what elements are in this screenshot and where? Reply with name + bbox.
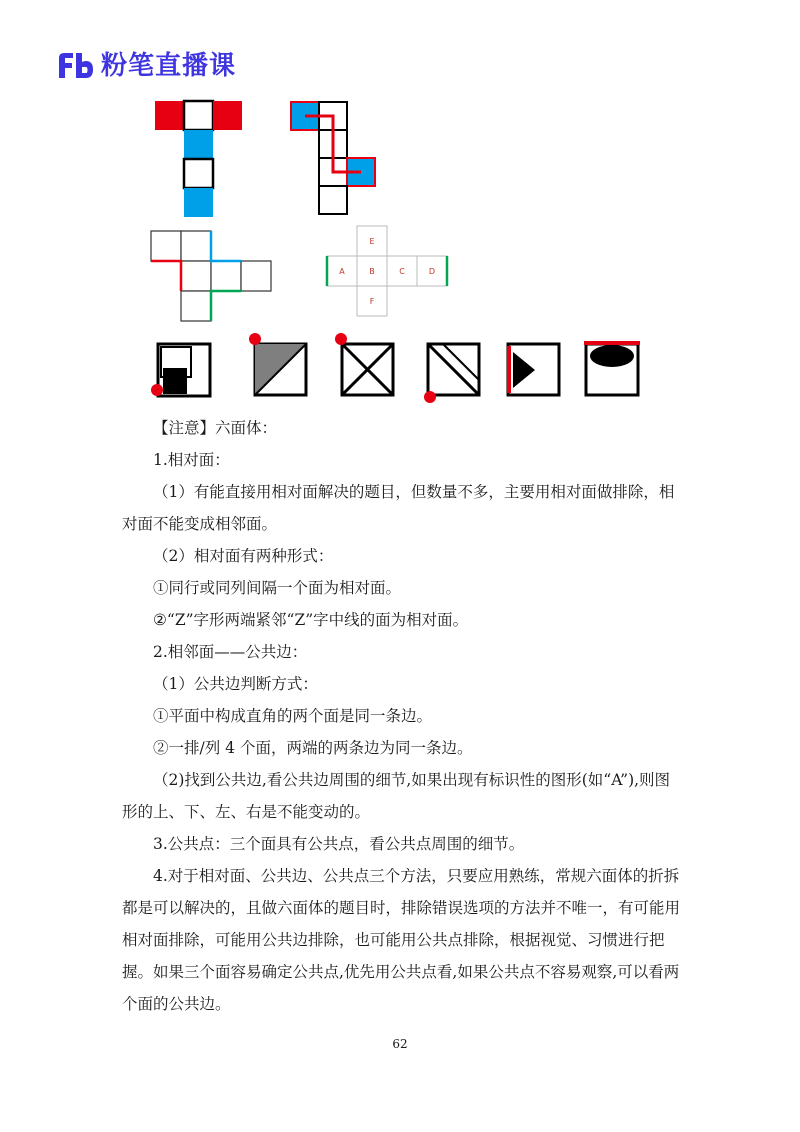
- opposite-point-1: （1）有能直接用相对面解决的题目，但数量不多，主要用相对面做排除，相对面不能变成相邻面。: [122, 483, 675, 533]
- net-label-f: F: [369, 297, 375, 306]
- adjacent-point-1: （1）公共边判断方式：: [153, 675, 318, 693]
- offset-net: [151, 231, 271, 321]
- cube-figures: [0, 0, 800, 410]
- face-example-3: [335, 333, 393, 395]
- face-example-4: [424, 344, 479, 403]
- section-adjacent-faces: 2.相邻面——公共边：: [153, 643, 308, 661]
- body-text: [122, 412, 682, 1020]
- note-heading: 【注意】六面体：: [153, 419, 278, 437]
- face-example-2: [249, 333, 306, 395]
- labeled-cross-net: [327, 226, 447, 316]
- opposite-form-2: ②“Z”字形两端紧邻“Z”字中线的面为相对面。: [153, 611, 469, 629]
- page-number: 62: [392, 1037, 408, 1051]
- opposite-form-1: ①同行或同列间隔一个面为相对面。: [153, 579, 402, 597]
- logo-letters: Fb: [55, 50, 57, 51]
- face-example-1: [151, 344, 210, 396]
- section-summary: 4.对于相对面、公共边、公共点三个方法，只要应用熟练，常规六面体的折拆都是可以解决的，且做六面体的题目时，排除错误选项的方法并不唯一，有可能用相对面排除，可能用公共边排除，也可能用公共点排除，根据视觉、习惯进行把握。如果三个面容易确定公共点,优先用公共点看,如果公共点不容易观察,可以看两个面的公共边。: [122, 867, 681, 1013]
- net-label-a: A: [339, 267, 345, 276]
- t-shaped-net: [155, 101, 242, 217]
- net-label-b: B: [369, 267, 375, 276]
- adjacent-rule-1: ①平面中构成直角的两个面是同一条边。: [153, 707, 433, 725]
- opposite-point-2: （2）相对面有两种形式：: [153, 547, 334, 565]
- section-opposite-faces: 1.相对面：: [153, 451, 230, 469]
- brand-name: 粉笔直播课: [101, 51, 237, 81]
- net-label-d: D: [428, 267, 436, 276]
- section-common-point: 3.公共点：三个面具有公共点，看公共点周围的细节。: [153, 835, 525, 853]
- net-label-e: E: [369, 237, 375, 246]
- adjacent-point-2: （2)找到公共边,看公共边周围的细节,如果出现有标识性的图形(如“A”),则图形的上、下、左、右是不能变动的。: [122, 771, 671, 821]
- z-shaped-net: [291, 102, 375, 214]
- net-label-c: C: [399, 267, 405, 276]
- face-example-6: [584, 343, 640, 395]
- adjacent-rule-2: ②一排/列 4 个面，两端的两条边为同一条边。: [153, 739, 473, 757]
- face-example-5: [508, 344, 559, 395]
